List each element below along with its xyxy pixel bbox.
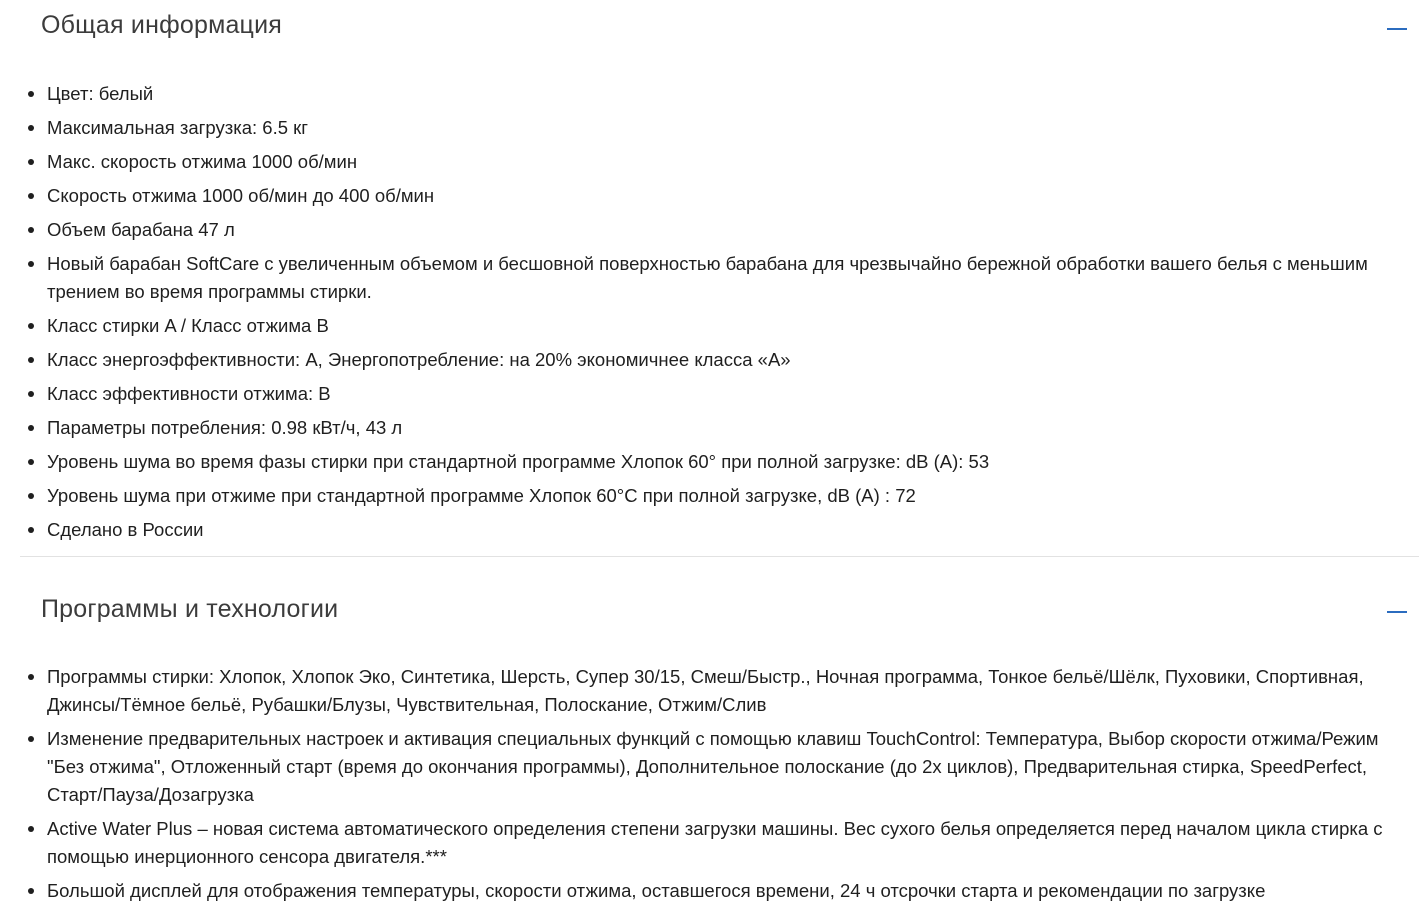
feature-list: [20, 663, 1419, 911]
collapse-minus-icon[interactable]: [1387, 22, 1407, 36]
list-item: Программы стирки: Хлопок, Хлопок Эко, Синтетика, Шерсть, Супер 30/15, Смеш/Быстр., Ночная программа, Тонкое бельё/Шёлк, Пуховики, Спортивная, Джинсы/Тёмное бельё, Рубашки/Блузы, Чувствительная, Полоскание, Отжим/Слив: [47, 663, 1419, 719]
list-item: Новый барабан SoftCare с увеличенным объемом и бесшовной поверхностью барабана для чрезвычайно бережной обработки вашего белья с меньшим трением во время программы стирки.: [47, 250, 1419, 306]
section-header-programs[interactable]: [20, 557, 1419, 623]
section-header-general-info[interactable]: [20, 0, 1419, 60]
list-item: Скорость отжима 1000 об/мин до 400 об/мин: [47, 182, 1419, 210]
collapse-minus-icon[interactable]: [1387, 605, 1407, 619]
section-title: Общая информация: [41, 11, 282, 39]
list-item: Класс эффективности отжима: B: [47, 380, 1419, 408]
list-item: Класс энергоэффективности: А, Энергопотребление: на 20% экономичнее класса «А»: [47, 346, 1419, 374]
section-title: Программы и технологии: [41, 595, 339, 623]
feature-list: [20, 80, 1419, 550]
list-item: Изменение предварительных настроек и активация специальных функций с помощью клавиш TouchControl: Температура, Выбор скорости отжима/Режим "Без отжима", Отложенный старт (время до окончания программы), Дополнительное полоскание (до 2х циклов), Предварительная стирка, SpeedPerfect, Старт/Пауза/Дозагрузка: [47, 725, 1419, 809]
list-item: Объем барабана 47 л: [47, 216, 1419, 244]
list-item: Большой дисплей для отображения температуры, скорости отжима, оставшегося времени, 24 ч отсрочки старта и рекомендации по загрузке: [47, 877, 1419, 905]
list-item: Параметры потребления: 0.98 кВт/ч, 43 л: [47, 414, 1419, 442]
list-item: Цвет: белый: [47, 80, 1419, 108]
section-general-info: [20, 0, 1419, 557]
list-item: Класс стирки A / Класс отжима B: [47, 312, 1419, 340]
section-programs-technologies: [20, 557, 1419, 911]
list-item: Уровень шума при отжиме при стандартной программе Хлопок 60°C при полной загрузке, dB (A) : 72: [47, 482, 1419, 510]
list-item: Уровень шума во время фазы стирки при стандартной программе Хлопок 60° при полной загрузке: dB (A): 53: [47, 448, 1419, 476]
list-item: Active Water Plus – новая система автоматического определения степени загрузки машины. Вес сухого белья определяется перед началом цикла стирка с помощью инерционного сенсора двигателя.***: [47, 815, 1419, 871]
list-item: Сделано в России: [47, 516, 1419, 544]
list-item: Максимальная загрузка: 6.5 кг: [47, 114, 1419, 142]
list-item: Макс. скорость отжима 1000 об/мин: [47, 148, 1419, 176]
